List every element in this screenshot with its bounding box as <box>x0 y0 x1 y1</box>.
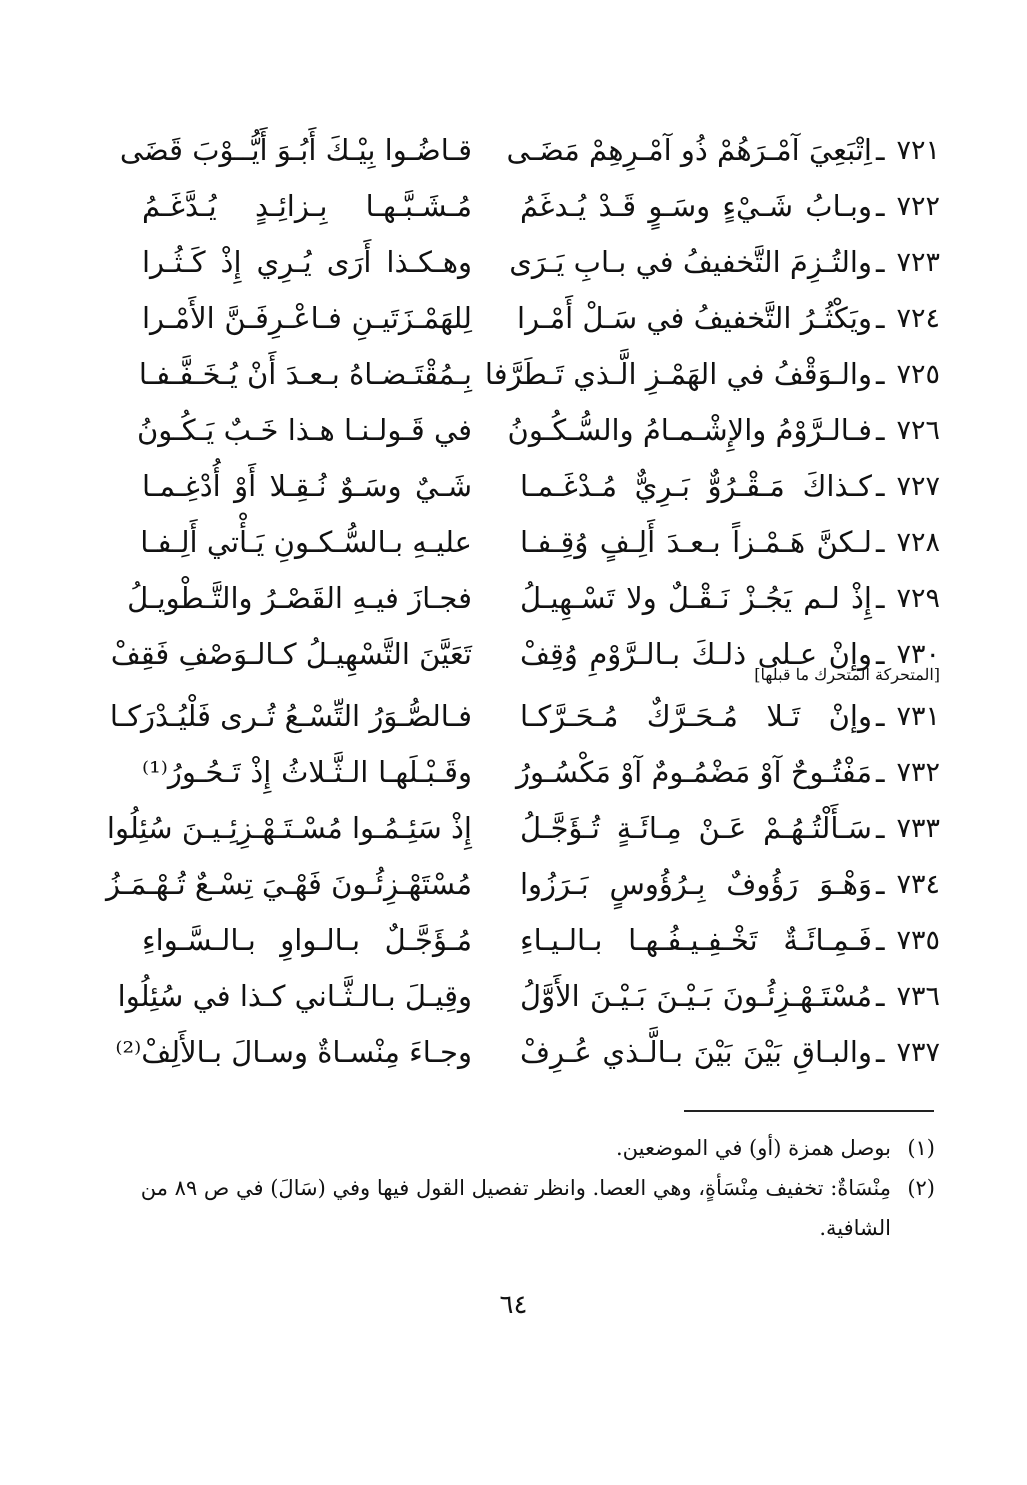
verse-row <box>140 346 940 402</box>
verse-number: ٧٢٣ <box>896 246 940 278</box>
verse-number: ٧٢١ <box>896 134 940 166</box>
verse-first-half <box>520 923 940 957</box>
verse-row <box>140 514 940 570</box>
verse-dash: ـ <box>875 469 885 503</box>
verse-number: ٧٣٣ <box>896 812 940 844</box>
verse-second-half: عليـهِ بـالسُّـكـونِ يَـأْتي أَلِـفـا <box>140 525 472 559</box>
verse-row <box>106 856 940 912</box>
verse-sadr-text: فَـمِـائَـةٌ تَخْـفِـيـفُـهـا بـالـيـاءِ <box>520 923 872 957</box>
verse-sadr-text: اِتْبَعِيَ آمْـرَهُمْ ذُو آمْـرِهِمْ مَضَـى <box>506 133 872 167</box>
verse-sadr-text: مُسْتَـهْـزِئُـونَ بَـيْـنَ بَـيْـنَ الأَوَّلُ <box>520 979 872 1013</box>
verse-second-half: وقِيـلَ بـالـثَّـاني كـذا في سُئِلُوا <box>117 979 472 1013</box>
verse-number: ٧٣٠ <box>896 638 940 670</box>
verse-sadr-text: وبـابُ شَـيْءٍ وسَـوٍ قَـدْ يُـدغَمُ <box>520 189 872 223</box>
verse-number: ٧٢٩ <box>896 582 940 614</box>
verse-dash: ـ <box>875 301 885 335</box>
verse-dash: ـ <box>875 755 885 789</box>
verse-sadr-text: فـالـرَّوْمُ والإِشْـمـامُ والسُّـكُـونُ <box>507 413 872 447</box>
verse-sadr-text: وإنْ عـلى ذلـكَ بـالـرَّوْمِ وُقِفْ <box>520 637 872 671</box>
verse-sadr-text: ويَكْثُـرُ التَّخفيفُ في سَـلْ أَمْـرا <box>517 301 872 335</box>
verse-second-half: في قَـولـنـا هـذا خَـبٌ يَـكُـونُ <box>137 413 472 447</box>
verse-number: ٧٢٦ <box>896 414 940 446</box>
verse-sadr-text: والتُـزِمَ التَّخفيفُ في بـابِ يَـرَى <box>509 245 872 279</box>
verse-second-half: بِـمُقْتَـضـاهُ بـعـدَ أَنْ يُـخَـفَّـفـا <box>138 357 472 391</box>
verse-sadr-text: لـكنَّ هَـمْـزاً بـعـدَ أَلِـفٍ وُقِـفـا <box>520 525 872 559</box>
footnote-marker: (٢) <box>907 1176 935 1200</box>
verse-first-half <box>509 245 940 279</box>
verse-first-half <box>520 189 940 223</box>
verse-first-half <box>520 581 940 615</box>
verse-first-half <box>506 133 940 167</box>
verse-dash: ـ <box>875 811 885 845</box>
verse-first-half <box>520 1035 940 1069</box>
verse-second-half: فـالصُّـوَرُ التِّسْـعُ تُـرى فَلْيُـدْرَكـا <box>109 699 472 733</box>
verse-second-half: قـاضُـوا بِيْـكَ أَبُـوَ أَيُّــوْبَ قَضَى <box>119 133 472 167</box>
footnotes <box>140 1128 935 1248</box>
verse-sadr-text: مَفْتُـوحٌ آوْ مَضْمُـومٌ آوْ مَكْسُـورُ <box>516 755 872 789</box>
verse-row <box>117 968 940 1024</box>
verse-number: ٧٣٦ <box>896 980 940 1012</box>
verse-dash: ـ <box>875 979 885 1013</box>
verse-second-half: وقَـبْـلَهـا الـثَّـلاثُ إِذْ تَـحُـورُ⁽¹⁾ <box>142 755 472 789</box>
verse-sadr-text: والـوَقْفُ في الهَمْـزِ الَّـذي تَـطَرَّفا <box>484 357 872 391</box>
footnote-text: مِنْسَاةٌ: تخفيف مِنْسَأةٍ، وهي العصا. وانظر تفصيل القول فيها وفي (سَالَ) في ص ٨٩ من الشافية. <box>140 1176 891 1240</box>
verse-sadr-text: وَهْـوَ رَؤُوفٌ بِـرُؤُوسٍ بَـرَزُوا <box>520 867 872 901</box>
verse-first-half <box>516 755 940 789</box>
verse-second-half: شَـيٌ وسَـوٌ نُـقِـلا أَوْ أُدْغِـمـا <box>142 469 472 503</box>
verse-first-half <box>520 867 940 901</box>
verse-dash: ـ <box>875 1035 885 1069</box>
verse-block-2 <box>106 688 940 1080</box>
verse-dash: ـ <box>875 923 885 957</box>
section-heading: [المتحركة المتحرك ما قبلها] <box>754 665 940 684</box>
verse-dash: ـ <box>875 245 885 279</box>
verse-second-half: مُـشَـبَّـهـا بِـزائِـدٍ يُـدَّغَـمُ <box>142 189 472 223</box>
verse-number: ٧٣٢ <box>896 756 940 788</box>
verse-block-1 <box>110 122 940 682</box>
verse-row <box>127 570 940 626</box>
verse-sadr-text: كـذاكَ مَـقْـرُوٌّ بَـرِيٌّ مُـدْغَـمـا <box>520 469 872 503</box>
verse-dash: ـ <box>875 637 885 671</box>
verse-sadr-text: إِذْ لـم يَجُـزْ نَـقْـلٌ ولا تَسْـهِيـلُ <box>520 581 872 615</box>
page-number: ٦٤ <box>499 1290 528 1320</box>
verse-dash: ـ <box>875 413 885 447</box>
verse-second-half: لِلهَمْـزَتَيـنِ فـاعْـرِفَـنَّ الأَمْـرا <box>142 301 472 335</box>
verse-first-half <box>484 357 940 391</box>
verse-row <box>140 234 940 290</box>
verse-first-half <box>520 979 940 1013</box>
verse-row <box>109 688 940 744</box>
verse-row <box>140 912 940 968</box>
verse-number: ٧٢٥ <box>896 358 940 390</box>
verse-number: ٧٢٢ <box>896 190 940 222</box>
verse-number: ٧٢٤ <box>896 302 940 334</box>
footnote <box>140 1128 935 1168</box>
verse-second-half: فجـازَ فيـهِ القَصْـرُ والتَّـطْويـلُ <box>127 581 472 615</box>
verse-sadr-text: والبـاقِ بَيْنَ بَيْنَ بـالَّـذي عُـرِفْ <box>520 1035 872 1069</box>
verse-dash: ـ <box>875 133 885 167</box>
footnote-divider <box>684 1110 934 1112</box>
verse-dash: ـ <box>875 357 885 391</box>
verse-second-half: مُسْتَهْـزِئُـونَ فَهْـيَ تِسْـعٌ تُـهْـمَـزُ <box>106 867 472 901</box>
verse-first-half <box>517 301 940 335</box>
verse-row <box>140 178 940 234</box>
verse-row <box>119 122 940 178</box>
verse-first-half <box>520 469 940 503</box>
verse-dash: ـ <box>875 581 885 615</box>
verse-row <box>140 744 940 800</box>
verse-second-half: وهـكـذا أَرَى يُـرِي إِذْ كَـثُـرا <box>142 245 472 279</box>
verse-dash: ـ <box>875 189 885 223</box>
footnote-text: بوصل همزة (أو) في الموضعين. <box>615 1136 891 1160</box>
verse-number: ٧٢٨ <box>896 526 940 558</box>
verse-row <box>140 458 940 514</box>
verse-second-half: تَعَيَّنَ التَّسْهِيـلُ كـالـوَصْفِ فَقِفْ <box>110 637 472 671</box>
verse-row <box>137 402 940 458</box>
verse-first-half <box>520 525 940 559</box>
verse-number: ٧٢٧ <box>896 470 940 502</box>
verse-dash: ـ <box>875 525 885 559</box>
verse-sadr-text: سَـأَلْتُـهُـمْ عَـنْ مِـائَـةٍ تُـؤَجَّـلُ <box>520 811 872 845</box>
verse-row <box>140 290 940 346</box>
verse-second-half: وجـاءَ مِنْسـاةٌ وسـالَ بـالأَلِفْ⁽²⁾ <box>115 1035 472 1069</box>
verse-number: ٧٣٧ <box>896 1036 940 1068</box>
verse-dash: ـ <box>875 699 885 733</box>
verse-sadr-text: وإنْ تَـلا مُـحَـرَّكٌ مُـحَـرَّكـا <box>520 699 872 733</box>
verse-first-half <box>520 811 940 845</box>
verse-dash: ـ <box>875 867 885 901</box>
verse-number: ٧٣١ <box>896 700 940 732</box>
verse-number: ٧٣٥ <box>896 924 940 956</box>
footnote-marker: (١) <box>907 1136 935 1160</box>
verse-second-half: مُـؤَجَّـلٌ بـالـواوِ بـالـسَّـواءِ <box>142 923 472 957</box>
footnote <box>140 1168 935 1248</box>
verse-second-half: إِذْ سَئِـمُـوا مُسْـتَـهْـزِئِـيـنَ سُئِلُوا <box>106 811 472 845</box>
verse-row <box>106 800 940 856</box>
verse-row <box>115 1024 940 1080</box>
verse-number: ٧٣٤ <box>896 868 940 900</box>
verse-first-half <box>520 699 940 733</box>
verse-first-half <box>507 413 940 447</box>
